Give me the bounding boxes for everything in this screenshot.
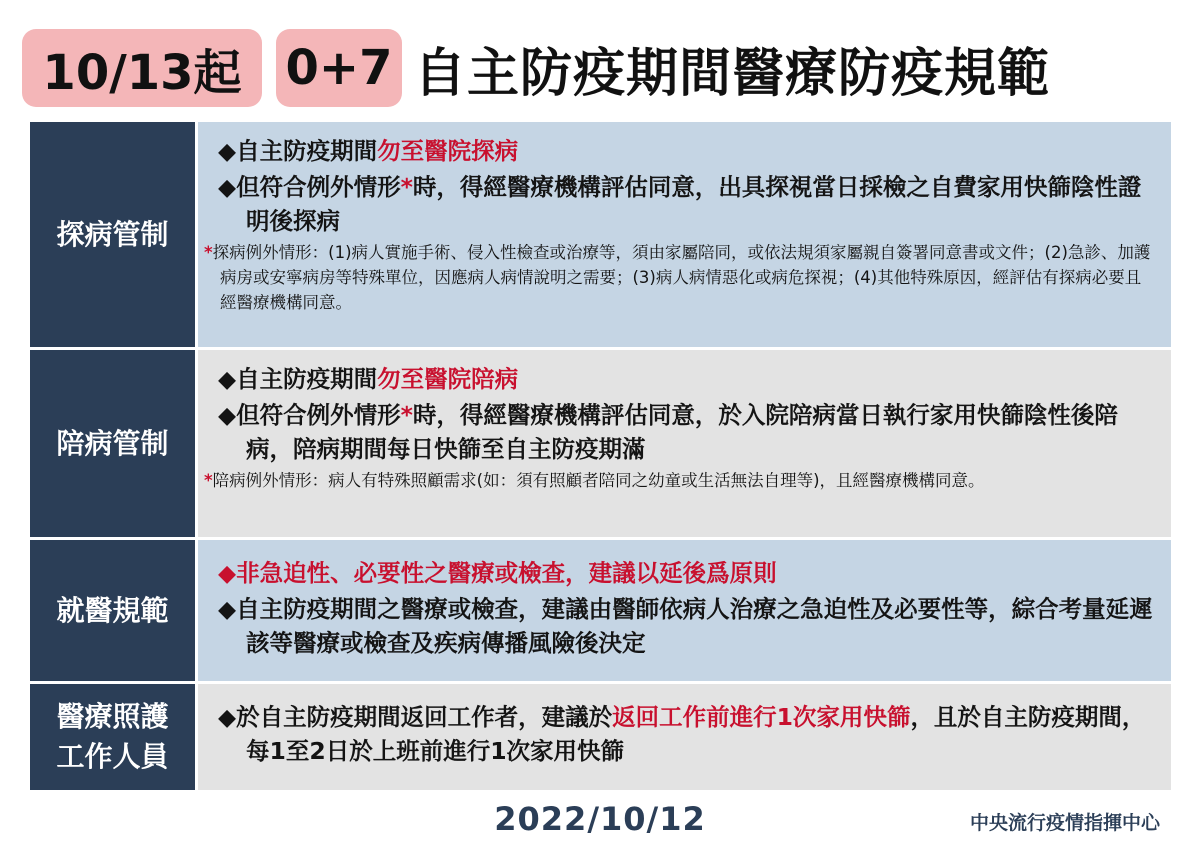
page-title: 自主防疫期間醫療防疫規範	[414, 43, 1051, 104]
row-label: 陪病管制	[30, 350, 198, 537]
row-content	[198, 540, 1171, 681]
highlight-text: 返回工作前進行1次家用快篩	[612, 703, 911, 731]
rules-table	[30, 122, 1171, 790]
exception-star: *	[400, 173, 413, 201]
row-visiting-control	[30, 122, 1171, 350]
row-content	[198, 122, 1171, 347]
row-healthcare-workers	[30, 684, 1171, 790]
header	[22, 26, 1182, 110]
highlight-text: 非急迫性、必要性之醫療或檢查，建議以延後爲原則	[236, 559, 777, 587]
note-star: *	[204, 471, 213, 490]
row-content	[198, 350, 1171, 537]
row-label: 醫療照護 工作人員	[30, 684, 198, 790]
note-star: *	[204, 243, 213, 262]
bullet-item: ◆但符合例外情形*時，得經醫療機構評估同意，於入院陪病當日執行家用快篩陰性後陪病，陪病期間每日快篩至自主防疫期滿	[218, 401, 1118, 463]
exception-star: *	[400, 401, 413, 429]
bullet-item: ◆自主防疫期間勿至醫院探病	[218, 137, 519, 165]
row-label: 探病管制	[30, 122, 198, 347]
footer-org: 中央流行疫情指揮中心	[969, 812, 1160, 834]
exception-note: *探病例外情形：(1)病人實施手術、侵入性檢查或治療等，須由家屬陪同，或依法規須家屬親自簽署同意書或文件；(2)急診、加護病房或安寧病房等特殊單位，因應病人病情說明之需要；(3)病人病情惡化或病危探視；(4)其他特殊原因，經評估有探病必要且經醫療機構同意。	[204, 243, 1151, 312]
bullet-item: ◆於自主防疫期間返回工作者，建議於返回工作前進行1次家用快篩，且於自主防疫期間，每1至2日於上班前進行1次家用快篩	[218, 703, 1146, 765]
bullet-item: ◆自主防疫期間勿至醫院陪病	[218, 365, 519, 393]
bullet-item: ◆非急迫性、必要性之醫療或檢查，建議以延後爲原則	[218, 559, 777, 587]
bullet-item: ◆自主防疫期間之醫療或檢查，建議由醫師依病人治療之急迫性及必要性等，綜合考量延遲該等醫療或檢查及疾病傳播風險後決定	[218, 595, 1153, 657]
date-badge: 10/13起	[22, 29, 262, 107]
row-content	[198, 684, 1171, 790]
row-medical-care-rules	[30, 540, 1171, 684]
highlight-text: 勿至醫院陪病	[377, 365, 519, 393]
highlight-text: 勿至醫院探病	[377, 137, 519, 165]
bullet-item: ◆但符合例外情形*時，得經醫療機構評估同意，出具探視當日採檢之自費家用快篩陰性證明後探病	[218, 173, 1142, 235]
exception-note: *陪病例外情形：病人有特殊照顧需求(如：須有照顧者陪同之幼童或生活無法自理等)，且經醫療機構同意。	[204, 471, 985, 490]
footer-date: 2022/10/12	[494, 800, 706, 838]
rule-badge: 0+7	[276, 29, 402, 107]
row-accompany-control	[30, 350, 1171, 540]
row-label: 就醫規範	[30, 540, 198, 681]
